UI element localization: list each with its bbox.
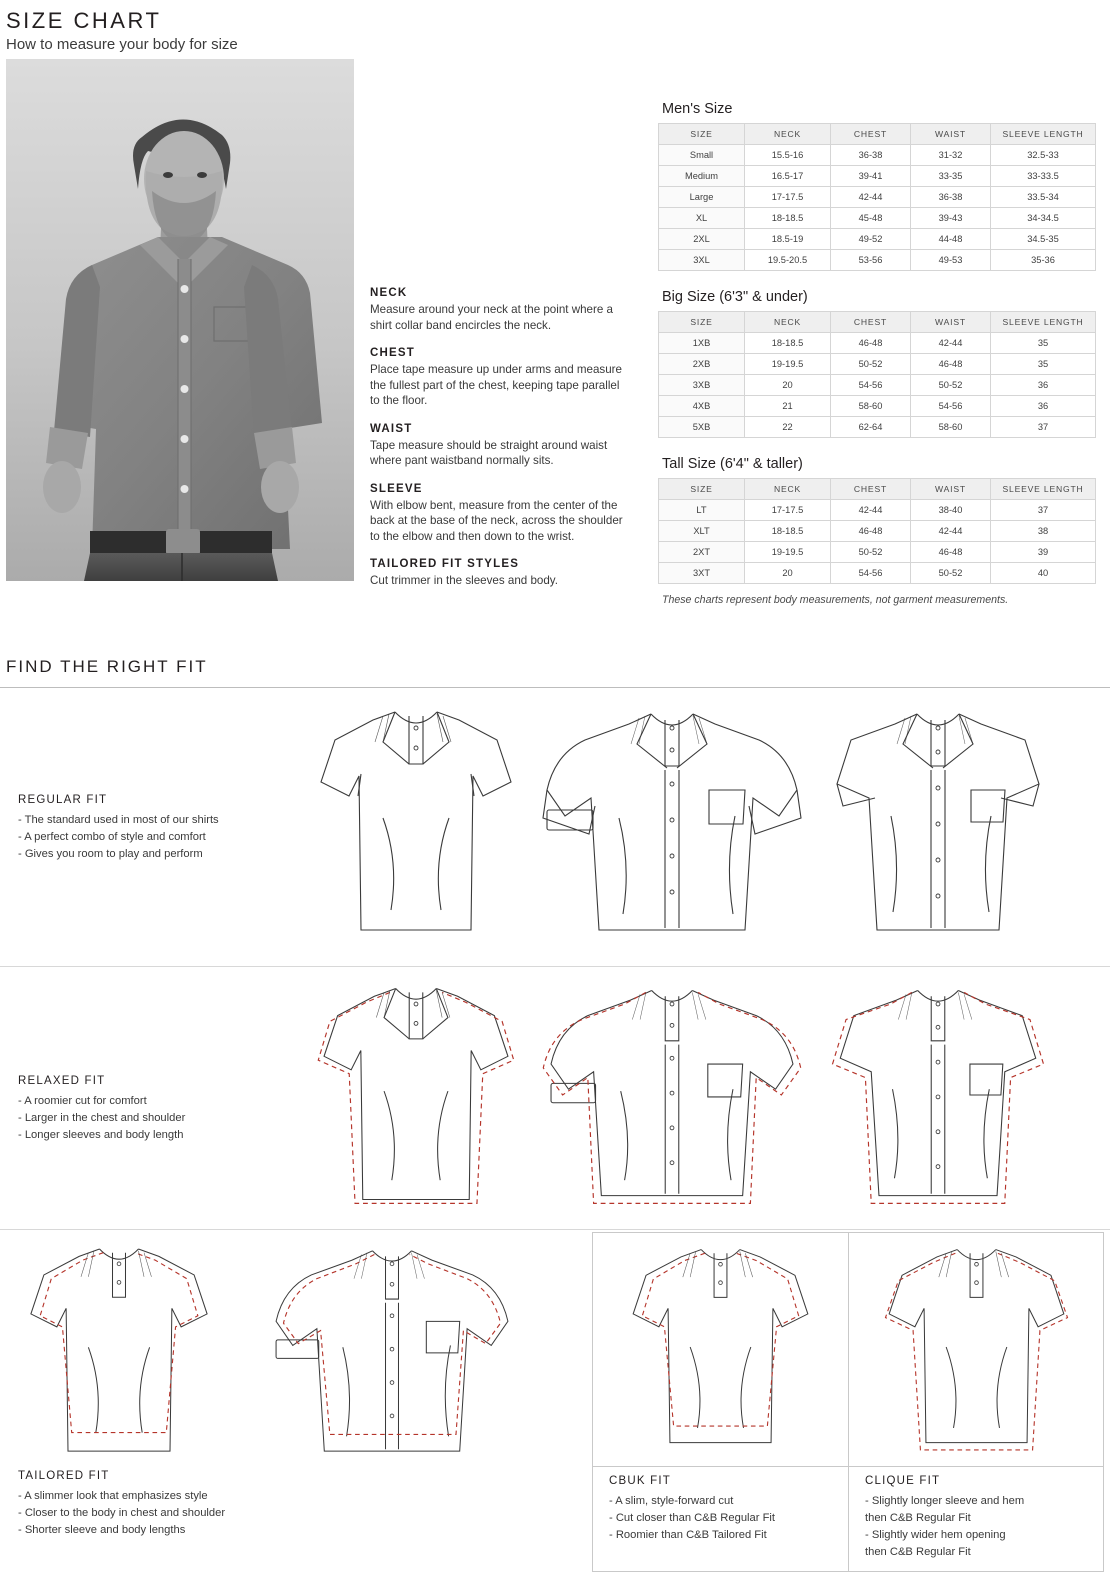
cell-neck: 19-19.5: [745, 354, 831, 375]
cell-chest: 39-41: [831, 166, 911, 187]
col-sleeve-length: SLEEVE LENGTH: [991, 312, 1096, 333]
model-illustration: [6, 59, 354, 581]
cell-waist: 31-32: [911, 145, 991, 166]
measure-text: Place tape measure up under arms and measure the fullest part of the chest, keeping tape parallel to the floor.: [370, 363, 622, 407]
cell-chest: 49-52: [831, 229, 911, 250]
cell-chest: 42-44: [831, 500, 911, 521]
cell-waist: 33-35: [911, 166, 991, 187]
table-row: [659, 145, 1096, 166]
table-row: [659, 375, 1096, 396]
table-row: [659, 166, 1096, 187]
fit-name: CBUK FIT: [609, 1475, 671, 1487]
cell-chest: 46-48: [831, 521, 911, 542]
cell-waist: 36-38: [911, 187, 991, 208]
cell-chest: 54-56: [831, 375, 911, 396]
measure-item-neck: [370, 287, 630, 333]
cell-size: XLT: [659, 521, 745, 542]
col-size: SIZE: [659, 124, 745, 145]
cell-size: 3XT: [659, 563, 745, 584]
cell-size: Medium: [659, 166, 745, 187]
measure-item-tailored-fit-styles: [370, 558, 630, 589]
fit-bullet: - Roomier than C&B Tailored Fit: [609, 1529, 767, 1541]
cell-chest: 62-64: [831, 417, 911, 438]
cell-sleeve: 38: [991, 521, 1096, 542]
brand-fit-illustrations: [593, 1233, 1103, 1466]
cell-neck: 19-19.5: [745, 542, 831, 563]
measure-heading: NECK: [370, 287, 408, 299]
table-title-tall: Tall Size (6'4" & taller): [662, 456, 803, 472]
table-row: [659, 208, 1096, 229]
fit-name: CLIQUE FIT: [865, 1475, 941, 1487]
col-waist: WAIST: [911, 312, 991, 333]
table-title-big: Big Size (6'3" & under): [662, 289, 808, 305]
cell-sleeve: 34.5-35: [991, 229, 1096, 250]
cell-neck: 17-17.5: [745, 187, 831, 208]
col-size: SIZE: [659, 312, 745, 333]
cell-waist: 38-40: [911, 500, 991, 521]
cell-sleeve: 37: [991, 417, 1096, 438]
col-chest: CHEST: [831, 124, 911, 145]
table-header-row: [659, 479, 1096, 500]
table-row: [659, 563, 1096, 584]
cell-waist: 42-44: [911, 521, 991, 542]
measure-text: Tape measure should be straight around waist where pant waistband normally sits.: [370, 438, 608, 467]
size-tables: [658, 101, 1098, 606]
table-tall-size: [658, 478, 1096, 584]
shirt-polo-cbuk: [593, 1233, 848, 1461]
cell-neck: 22: [745, 417, 831, 438]
fit-bullet-list: [609, 1493, 848, 1544]
table-row: [659, 229, 1096, 250]
fit-bullet: then C&B Regular Fit: [865, 1512, 971, 1524]
cell-waist: 49-53: [911, 250, 991, 271]
page-header: [0, 8, 1110, 53]
cell-waist: 39-43: [911, 208, 991, 229]
table-header-row: [659, 124, 1096, 145]
col-neck: NECK: [745, 124, 831, 145]
cell-waist: 46-48: [911, 354, 991, 375]
fit-bullet-list: [865, 1493, 1103, 1561]
brand-fit-box: [592, 1232, 1104, 1572]
col-waist: WAIST: [911, 479, 991, 500]
measure-heading: SLEEVE: [370, 482, 423, 495]
fit-label-regular: [18, 794, 270, 863]
cell-waist: 44-48: [911, 229, 991, 250]
cell-size: Small: [659, 145, 745, 166]
fit-bullet: - Slightly longer sleeve and hem: [865, 1495, 1025, 1507]
shirt-longsleeve-relaxed: [533, 975, 811, 1215]
fit-bullet: - A slimmer look that emphasizes style: [18, 1490, 208, 1502]
cell-chest: 54-56: [831, 563, 911, 584]
table-mens-size: [658, 123, 1096, 271]
shirt-shortsleeve-regular: [825, 698, 1051, 946]
table-row: [659, 417, 1096, 438]
col-neck: NECK: [745, 479, 831, 500]
fit-illustrations-regular: [262, 698, 1102, 946]
col-sleeve-length: SLEEVE LENGTH: [991, 124, 1096, 145]
fit-bullet-list: [18, 812, 270, 863]
table-header-row: [659, 312, 1096, 333]
cell-chest: 36-38: [831, 145, 911, 166]
cell-sleeve: 35: [991, 354, 1096, 375]
cell-neck: 19.5-20.5: [745, 250, 831, 271]
cell-chest: 45-48: [831, 208, 911, 229]
fit-name: REGULAR FIT: [18, 794, 108, 806]
cell-waist: 50-52: [911, 563, 991, 584]
fit-bullet: - Slightly wider hem opening: [865, 1529, 1006, 1541]
cell-size: 1XB: [659, 333, 745, 354]
measure-item-chest: [370, 347, 630, 409]
brand-fit-labels: [593, 1467, 1103, 1571]
col-sleeve-length: SLEEVE LENGTH: [991, 479, 1096, 500]
table-row: [659, 542, 1096, 563]
model-photo: [6, 59, 354, 581]
fit-label-clique: [849, 1467, 1103, 1571]
cbuk-illustration-cell: [593, 1233, 848, 1466]
fit-section-title: FIND THE RIGHT FIT: [6, 657, 208, 676]
chart-note: These charts represent body measurements, not garment measurements.: [662, 594, 1009, 606]
fit-row-relaxed: [0, 967, 1110, 1219]
fit-illustrations-tailored: [6, 1236, 542, 1466]
measure-text: Cut trimmer in the sleeves and body.: [370, 574, 558, 587]
cell-size: XL: [659, 208, 745, 229]
fit-bullet: - A slim, style-forward cut: [609, 1495, 734, 1507]
measure-item-sleeve: [370, 483, 630, 545]
cell-waist: 58-60: [911, 417, 991, 438]
cell-waist: 50-52: [911, 375, 991, 396]
cell-chest: 50-52: [831, 354, 911, 375]
fit-bullet: then C&B Regular Fit: [865, 1546, 971, 1558]
cell-sleeve: 34-34.5: [991, 208, 1096, 229]
cell-sleeve: 40: [991, 563, 1096, 584]
fit-name: TAILORED FIT: [18, 1470, 110, 1482]
fit-row-regular: [0, 688, 1110, 956]
fit-bullet: - The standard used in most of our shirts: [18, 814, 219, 826]
measure-text: Measure around your neck at the point where a shirt collar band encircles the neck.: [370, 303, 613, 332]
cell-sleeve: 36: [991, 375, 1096, 396]
cell-sleeve: 35-36: [991, 250, 1096, 271]
cell-chest: 46-48: [831, 333, 911, 354]
shirt-polo-relaxed: [313, 975, 519, 1215]
shirt-polo-clique: [849, 1233, 1104, 1461]
measure-heading: TAILORED FIT STYLES: [370, 558, 520, 570]
table-big-size: [658, 311, 1096, 438]
fit-label-relaxed: [18, 1075, 270, 1144]
clique-illustration-cell: [848, 1233, 1103, 1466]
fit-bullet: - Cut closer than C&B Regular Fit: [609, 1512, 776, 1524]
measure-heading: WAIST: [370, 422, 413, 435]
cell-chest: 58-60: [831, 396, 911, 417]
cell-neck: 18-18.5: [745, 521, 831, 542]
cell-size: Large: [659, 187, 745, 208]
fit-bullet: - Gives you room to play and perform: [18, 848, 203, 860]
cell-neck: 15.5-16: [745, 145, 831, 166]
fit-illustrations-relaxed: [262, 975, 1102, 1215]
table-row: [659, 500, 1096, 521]
table-row: [659, 521, 1096, 542]
fit-bullet: - Closer to the body in chest and shoulder: [18, 1507, 226, 1519]
shirt-polo-regular: [313, 698, 519, 946]
table-title-mens: Men's Size: [662, 101, 733, 117]
col-chest: CHEST: [831, 312, 911, 333]
cell-chest: 53-56: [831, 250, 911, 271]
measure-text: With elbow bent, measure from the center of the back at the base of the neck, across the shoulder to the elbow and then down to the wrist.: [370, 498, 623, 543]
cell-neck: 20: [745, 375, 831, 396]
cell-size: 4XB: [659, 396, 745, 417]
fit-bullet-list: [18, 1093, 270, 1144]
cell-neck: 21: [745, 396, 831, 417]
cell-neck: 18.5-19: [745, 229, 831, 250]
col-chest: CHEST: [831, 479, 911, 500]
cell-sleeve: 36: [991, 396, 1096, 417]
cell-sleeve: 35: [991, 333, 1096, 354]
fit-bullet: - A perfect combo of style and comfort: [18, 831, 206, 843]
fit-label-tailored: [18, 1470, 270, 1539]
shirt-longsleeve-regular: [533, 698, 811, 946]
cell-neck: 20: [745, 563, 831, 584]
shirt-longsleeve-tailored: [242, 1236, 542, 1466]
cell-size: 3XL: [659, 250, 745, 271]
cell-sleeve: 32.5-33: [991, 145, 1096, 166]
fit-name: RELAXED FIT: [18, 1075, 106, 1087]
fit-bullet: - Shorter sleeve and body lengths: [18, 1524, 186, 1536]
measure-heading: CHEST: [370, 347, 415, 359]
cell-size: 2XL: [659, 229, 745, 250]
fit-row-tailored: [0, 1230, 1110, 1567]
page-title: SIZE CHART: [6, 8, 162, 33]
measure-item-waist: [370, 423, 630, 469]
col-waist: WAIST: [911, 124, 991, 145]
measurement-instructions: [370, 287, 630, 603]
fit-bullet-list: [18, 1488, 270, 1539]
cell-neck: 18-18.5: [745, 333, 831, 354]
cell-size: 2XT: [659, 542, 745, 563]
fit-bullet: - Longer sleeves and body length: [18, 1129, 184, 1141]
cell-size: 2XB: [659, 354, 745, 375]
table-row: [659, 187, 1096, 208]
page-subtitle: How to measure your body for size: [6, 36, 238, 53]
cell-size: 5XB: [659, 417, 745, 438]
col-neck: NECK: [745, 312, 831, 333]
table-row: [659, 354, 1096, 375]
shirt-shortsleeve-relaxed: [825, 975, 1051, 1215]
table-row: [659, 250, 1096, 271]
cell-waist: 54-56: [911, 396, 991, 417]
measurement-section: [0, 59, 1110, 651]
cell-neck: 17-17.5: [745, 500, 831, 521]
fit-label-cbuk: [593, 1467, 848, 1554]
cbuk-label-cell: [593, 1467, 848, 1571]
cell-sleeve: 33-33.5: [991, 166, 1096, 187]
cell-chest: 50-52: [831, 542, 911, 563]
cell-neck: 18-18.5: [745, 208, 831, 229]
cell-sleeve: 33.5-34: [991, 187, 1096, 208]
cell-sleeve: 39: [991, 542, 1096, 563]
fit-bullet: - Larger in the chest and shoulder: [18, 1112, 186, 1124]
cell-size: LT: [659, 500, 745, 521]
cell-waist: 42-44: [911, 333, 991, 354]
cell-neck: 16.5-17: [745, 166, 831, 187]
col-size: SIZE: [659, 479, 745, 500]
table-row: [659, 396, 1096, 417]
cell-sleeve: 37: [991, 500, 1096, 521]
cell-waist: 46-48: [911, 542, 991, 563]
shirt-polo-tailored: [6, 1236, 232, 1466]
clique-label-cell: [848, 1467, 1103, 1571]
cell-size: 3XB: [659, 375, 745, 396]
fit-bullet: - A roomier cut for comfort: [18, 1095, 147, 1107]
cell-chest: 42-44: [831, 187, 911, 208]
table-row: [659, 333, 1096, 354]
